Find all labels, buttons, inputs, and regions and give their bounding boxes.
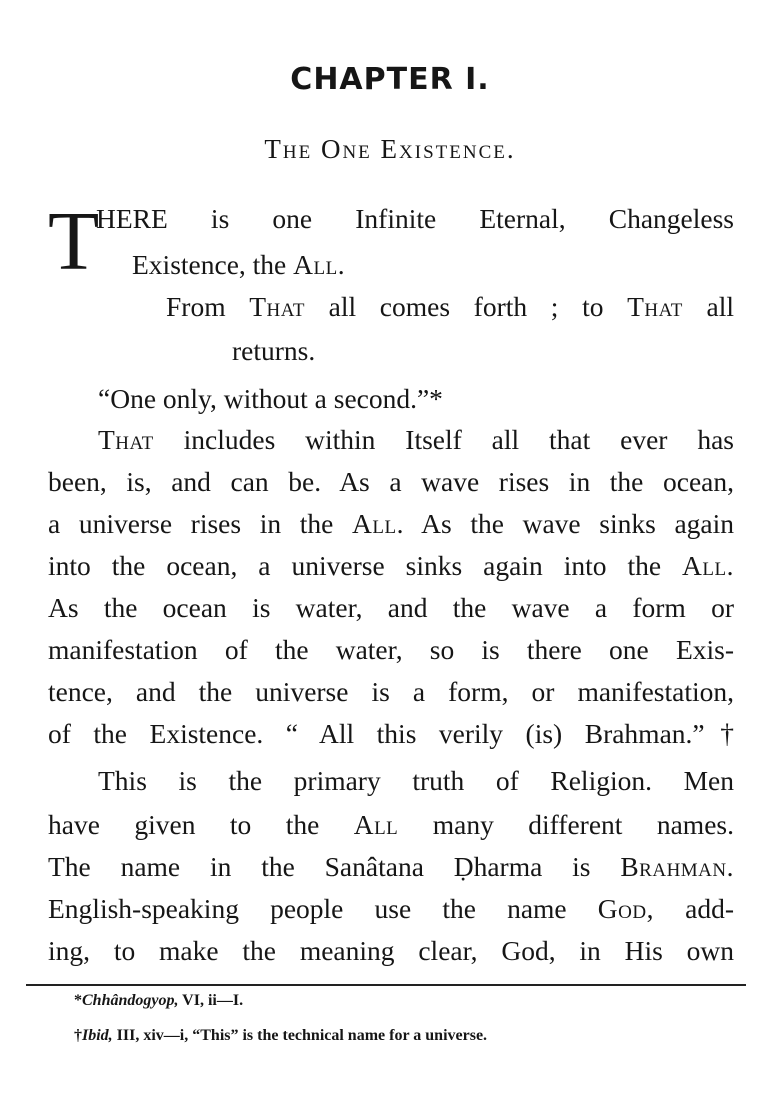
text-segment: add- bbox=[653, 893, 734, 924]
paragraph-4-line-2: been, is, and can be. As a wave rises in the ocean, bbox=[48, 466, 734, 497]
paragraph-4-line-1 bbox=[98, 425, 734, 455]
text-segment: includes within Itself all that ever has bbox=[153, 424, 734, 455]
small-caps-word: That bbox=[627, 291, 683, 322]
footnote-reference: VI, ii—I. bbox=[178, 992, 244, 1009]
text-segment: a universe rises in the bbox=[48, 508, 353, 539]
small-caps-word: Brahman. bbox=[620, 851, 734, 882]
footnote-mark: * bbox=[74, 992, 82, 1009]
section-title: The One Existence. bbox=[264, 134, 516, 164]
footnote-source: Ibid, bbox=[82, 1027, 113, 1044]
text-segment: many different names. bbox=[398, 809, 734, 840]
text-segment: into the ocean, a universe sinks again into the bbox=[48, 550, 683, 581]
paragraph-2-line-1 bbox=[166, 292, 734, 322]
paragraph-4-line-4 bbox=[48, 551, 734, 581]
paragraph-1-line-1 bbox=[96, 204, 734, 234]
footnote-divider bbox=[26, 984, 746, 986]
paragraph-5-line-5: ing, to make the meaning clear, God, in His own bbox=[48, 935, 734, 966]
text-segment: all comes forth ; to bbox=[305, 291, 628, 322]
drop-cap: T bbox=[48, 195, 100, 288]
chapter-title: CHAPTER I. bbox=[290, 62, 490, 97]
small-caps-word: All. bbox=[293, 249, 346, 280]
small-caps-word: God, bbox=[597, 893, 654, 924]
footnote-mark: † bbox=[74, 1027, 82, 1044]
text-segment: have given to the bbox=[48, 809, 354, 840]
paragraph-4-line-8: of the Existence. “ All this verily (is) Brahman.”† bbox=[48, 718, 734, 749]
text-segment: HERE is one Infinite Eternal, Changeless bbox=[96, 203, 734, 234]
paragraph-4-line-3 bbox=[48, 509, 734, 539]
paragraph-5-line-3 bbox=[48, 852, 734, 882]
paragraph-4-line-7: tence, and the universe is a form, or manifestation, bbox=[48, 676, 734, 707]
paragraph-5-line-1: This is the primary truth of Religion. Men bbox=[98, 765, 734, 796]
text-segment: From bbox=[166, 291, 250, 322]
footnote-source: Chhândogyop, bbox=[82, 992, 179, 1009]
small-caps-word: All. bbox=[682, 550, 734, 581]
small-caps-word: All. bbox=[352, 508, 404, 539]
paragraph-1-line-2 bbox=[132, 250, 732, 280]
paragraph-5-line-2 bbox=[48, 810, 734, 840]
text-segment: The name in the Sanâtana Ḍharma is bbox=[48, 851, 621, 882]
footnote-1 bbox=[74, 992, 243, 1010]
footnote-reference: III, xiv—i, “This” is the technical name for a universe. bbox=[112, 1027, 488, 1044]
text-segment: all bbox=[682, 291, 734, 322]
text-segment: As the wave sinks again bbox=[403, 508, 735, 539]
paragraph-4-line-5: As the ocean is water, and the wave a form or bbox=[48, 592, 734, 623]
paragraph-5-line-4 bbox=[48, 894, 734, 924]
paragraph-2-line-2: returns. bbox=[232, 335, 316, 366]
text-segment: English-speaking people use the name bbox=[48, 893, 598, 924]
paragraph-3: “One only, without a second.”* bbox=[98, 383, 443, 414]
paragraph-4-line-6: manifestation of the water, so is there one Exis- bbox=[48, 634, 734, 665]
small-caps-word: That bbox=[249, 291, 305, 322]
text-segment: Existence, the bbox=[132, 249, 294, 280]
footnote-2 bbox=[74, 1027, 487, 1045]
small-caps-word: That bbox=[98, 424, 154, 455]
small-caps-word: All bbox=[353, 809, 399, 840]
